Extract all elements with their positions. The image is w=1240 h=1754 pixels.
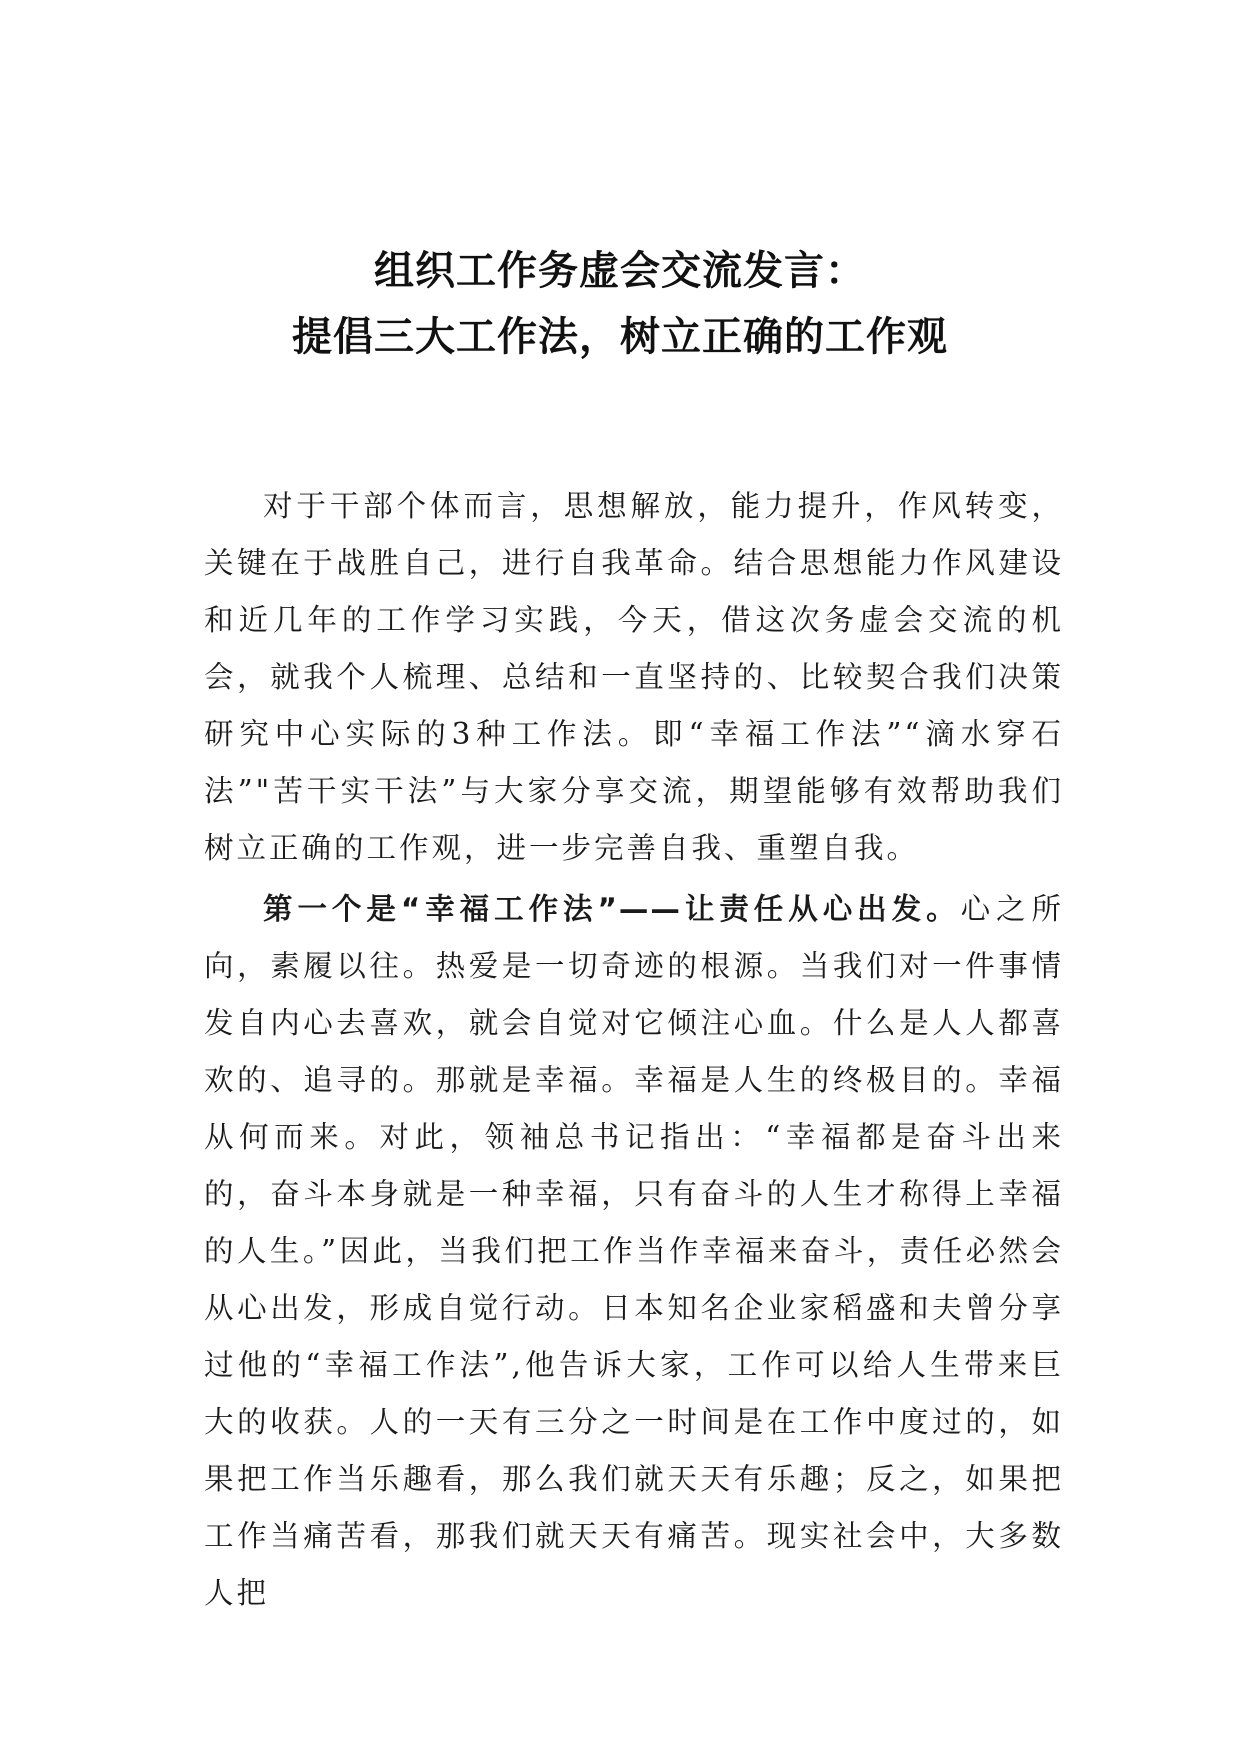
paragraph-text: 心之所向，素履以往。热爱是一切奇迹的根源。当我们对一件事情发自内心去喜欢，就会自觉对它倾注心血。什么是人人都喜欢的、追寻的。那就是幸福。幸福是人生的终极目的。幸福从何而来。对此，领袖总书记指出：“幸福都是奋斗出来的，奋斗本身就是一种幸福，只有奋斗的人生才称得上幸福的人生。”因此，当我们把工作当作幸福来奋斗，责任必然会从心出发，形成自觉行动。日本知名企业家稻盛和夫曾分享过他的“幸福工作法”,他告诉大家，工作可以给人生带来巨大的收获。人的一天有三分之一时间是在工作中度过的，如果把工作当乐趣看，那么我们就天天有乐趣；反之，如果把工作当痛苦看，那我们就天天有痛苦。现实社会中，大多数人把: [204, 892, 1064, 1610]
title-line-2: 提倡三大工作法，树立正确的工作观: [292, 314, 948, 360]
title-line-1: 组织工作务虚会交流发言：: [374, 248, 866, 294]
paragraph-intro: [204, 478, 1064, 877]
paragraph-lead-heading: 第一个是“幸福工作法”——让责任从心出发。: [263, 892, 961, 926]
document-title: [0, 238, 1240, 370]
paragraph-text: 对于干部个体而言，思想解放，能力提升，作风转变，关键在于战胜自己，进行自我革命。结合思想能力作风建设和近几年的工作学习实践，今天，借这次务虚会交流的机会，就我个人梳理、总结和一直坚持的、比较契合我们决策研究中心实际的3种工作法。即“幸福工作法”“滴水穿石法”"苦干实干法”与大家分享交流，期望能够有效帮助我们树立正确的工作观，进一步完善自我、重塑自我。: [204, 489, 1064, 865]
document-body: [204, 478, 1064, 1622]
paragraph-happiness-method: [204, 881, 1064, 1622]
